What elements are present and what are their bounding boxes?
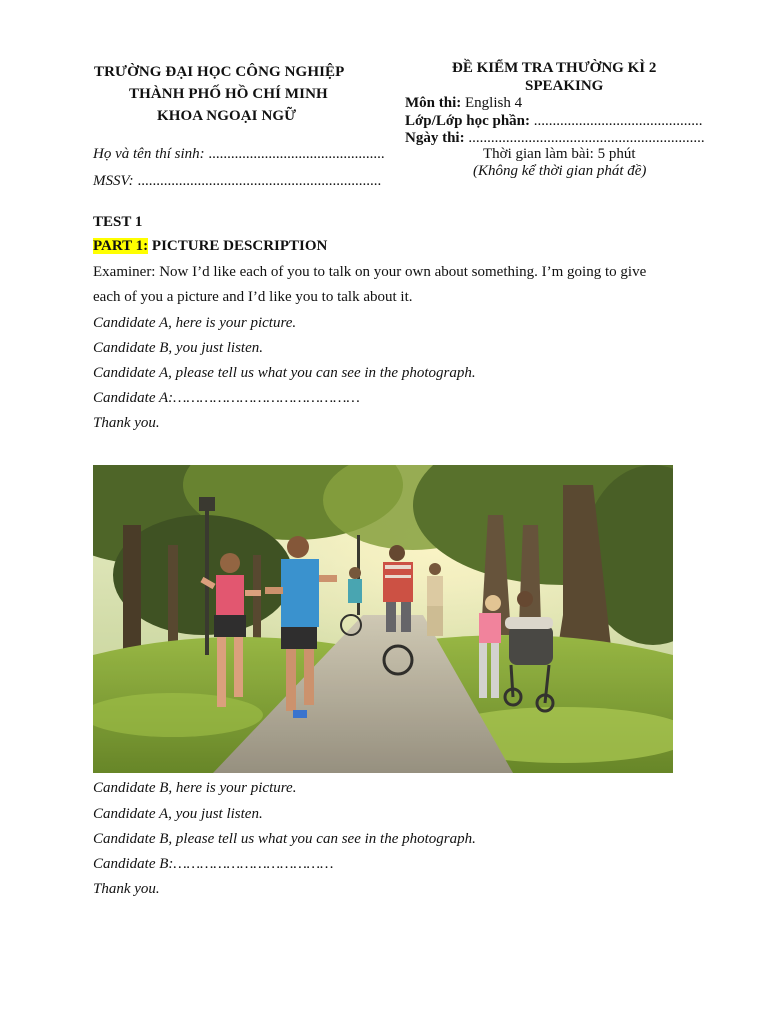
candidate-b-line-1: Candidate B, here is your picture.: [93, 780, 297, 796]
park-photograph: [93, 465, 673, 773]
date-label: Ngày thi:: [405, 130, 465, 146]
time-note: (Không kể thời gian phát đề): [473, 163, 647, 179]
candidate-a-line-1: Candidate A, here is your picture.: [93, 315, 297, 331]
student-name-dots: ...............................................: [208, 146, 385, 162]
student-name-field[interactable]: [93, 146, 385, 163]
candidate-a-line-3: Candidate A, please tell us what you can see in the photograph.: [93, 365, 476, 381]
date-dots: ...............................................................: [468, 130, 705, 146]
candidate-a-answer-line: Candidate A:……………………………………: [93, 390, 360, 406]
time-limit: Thời gian làm bài: 5 phút: [483, 146, 636, 162]
class-label: Lớp/Lớp học phần:: [405, 113, 530, 129]
exam-title: ĐỀ KIỂM TRA THƯỜNG KÌ 2: [452, 60, 657, 76]
examiner-instruction-line-2: each of you a picture and I’d like you to talk about it.: [93, 289, 413, 305]
part-title: PICTURE DESCRIPTION: [151, 238, 328, 254]
examiner-instruction-line-1: Examiner: Now I’d like each of you to talk on your own about something. I’m going to give: [93, 264, 647, 280]
date-row[interactable]: [405, 130, 705, 147]
student-id-dots: .................................................................: [137, 173, 382, 189]
school-name-line-2: THÀNH PHỐ HỒ CHÍ MINH: [129, 86, 328, 102]
student-id-label: MSSV:: [93, 173, 134, 189]
subject-value: English 4: [465, 95, 523, 111]
student-id-field[interactable]: [93, 173, 381, 190]
class-row[interactable]: [405, 113, 703, 130]
faculty-name: KHOA NGOẠI NGỮ: [157, 108, 297, 124]
exam-subtitle: SPEAKING: [525, 78, 604, 94]
part-label: PART 1:: [93, 238, 149, 254]
subject-label: Môn thi:: [405, 95, 462, 111]
candidate-b-thank-you: Thank you.: [93, 881, 160, 897]
subject-row: [405, 95, 522, 112]
class-dots: .............................................: [533, 113, 703, 129]
student-name-label: Họ và tên thí sinh:: [93, 146, 205, 162]
part-heading: [93, 238, 327, 255]
candidate-a-line-2: Candidate B, you just listen.: [93, 340, 263, 356]
candidate-b-line-2: Candidate A, you just listen.: [93, 806, 263, 822]
candidate-b-answer-line: Candidate B:………………………………: [93, 856, 334, 872]
school-name-line-1: TRƯỜNG ĐẠI HỌC CÔNG NGHIỆP: [94, 64, 345, 80]
candidate-a-thank-you: Thank you.: [93, 415, 160, 431]
test-title: TEST 1: [93, 214, 143, 230]
candidate-b-line-3: Candidate B, please tell us what you can see in the photograph.: [93, 831, 476, 847]
